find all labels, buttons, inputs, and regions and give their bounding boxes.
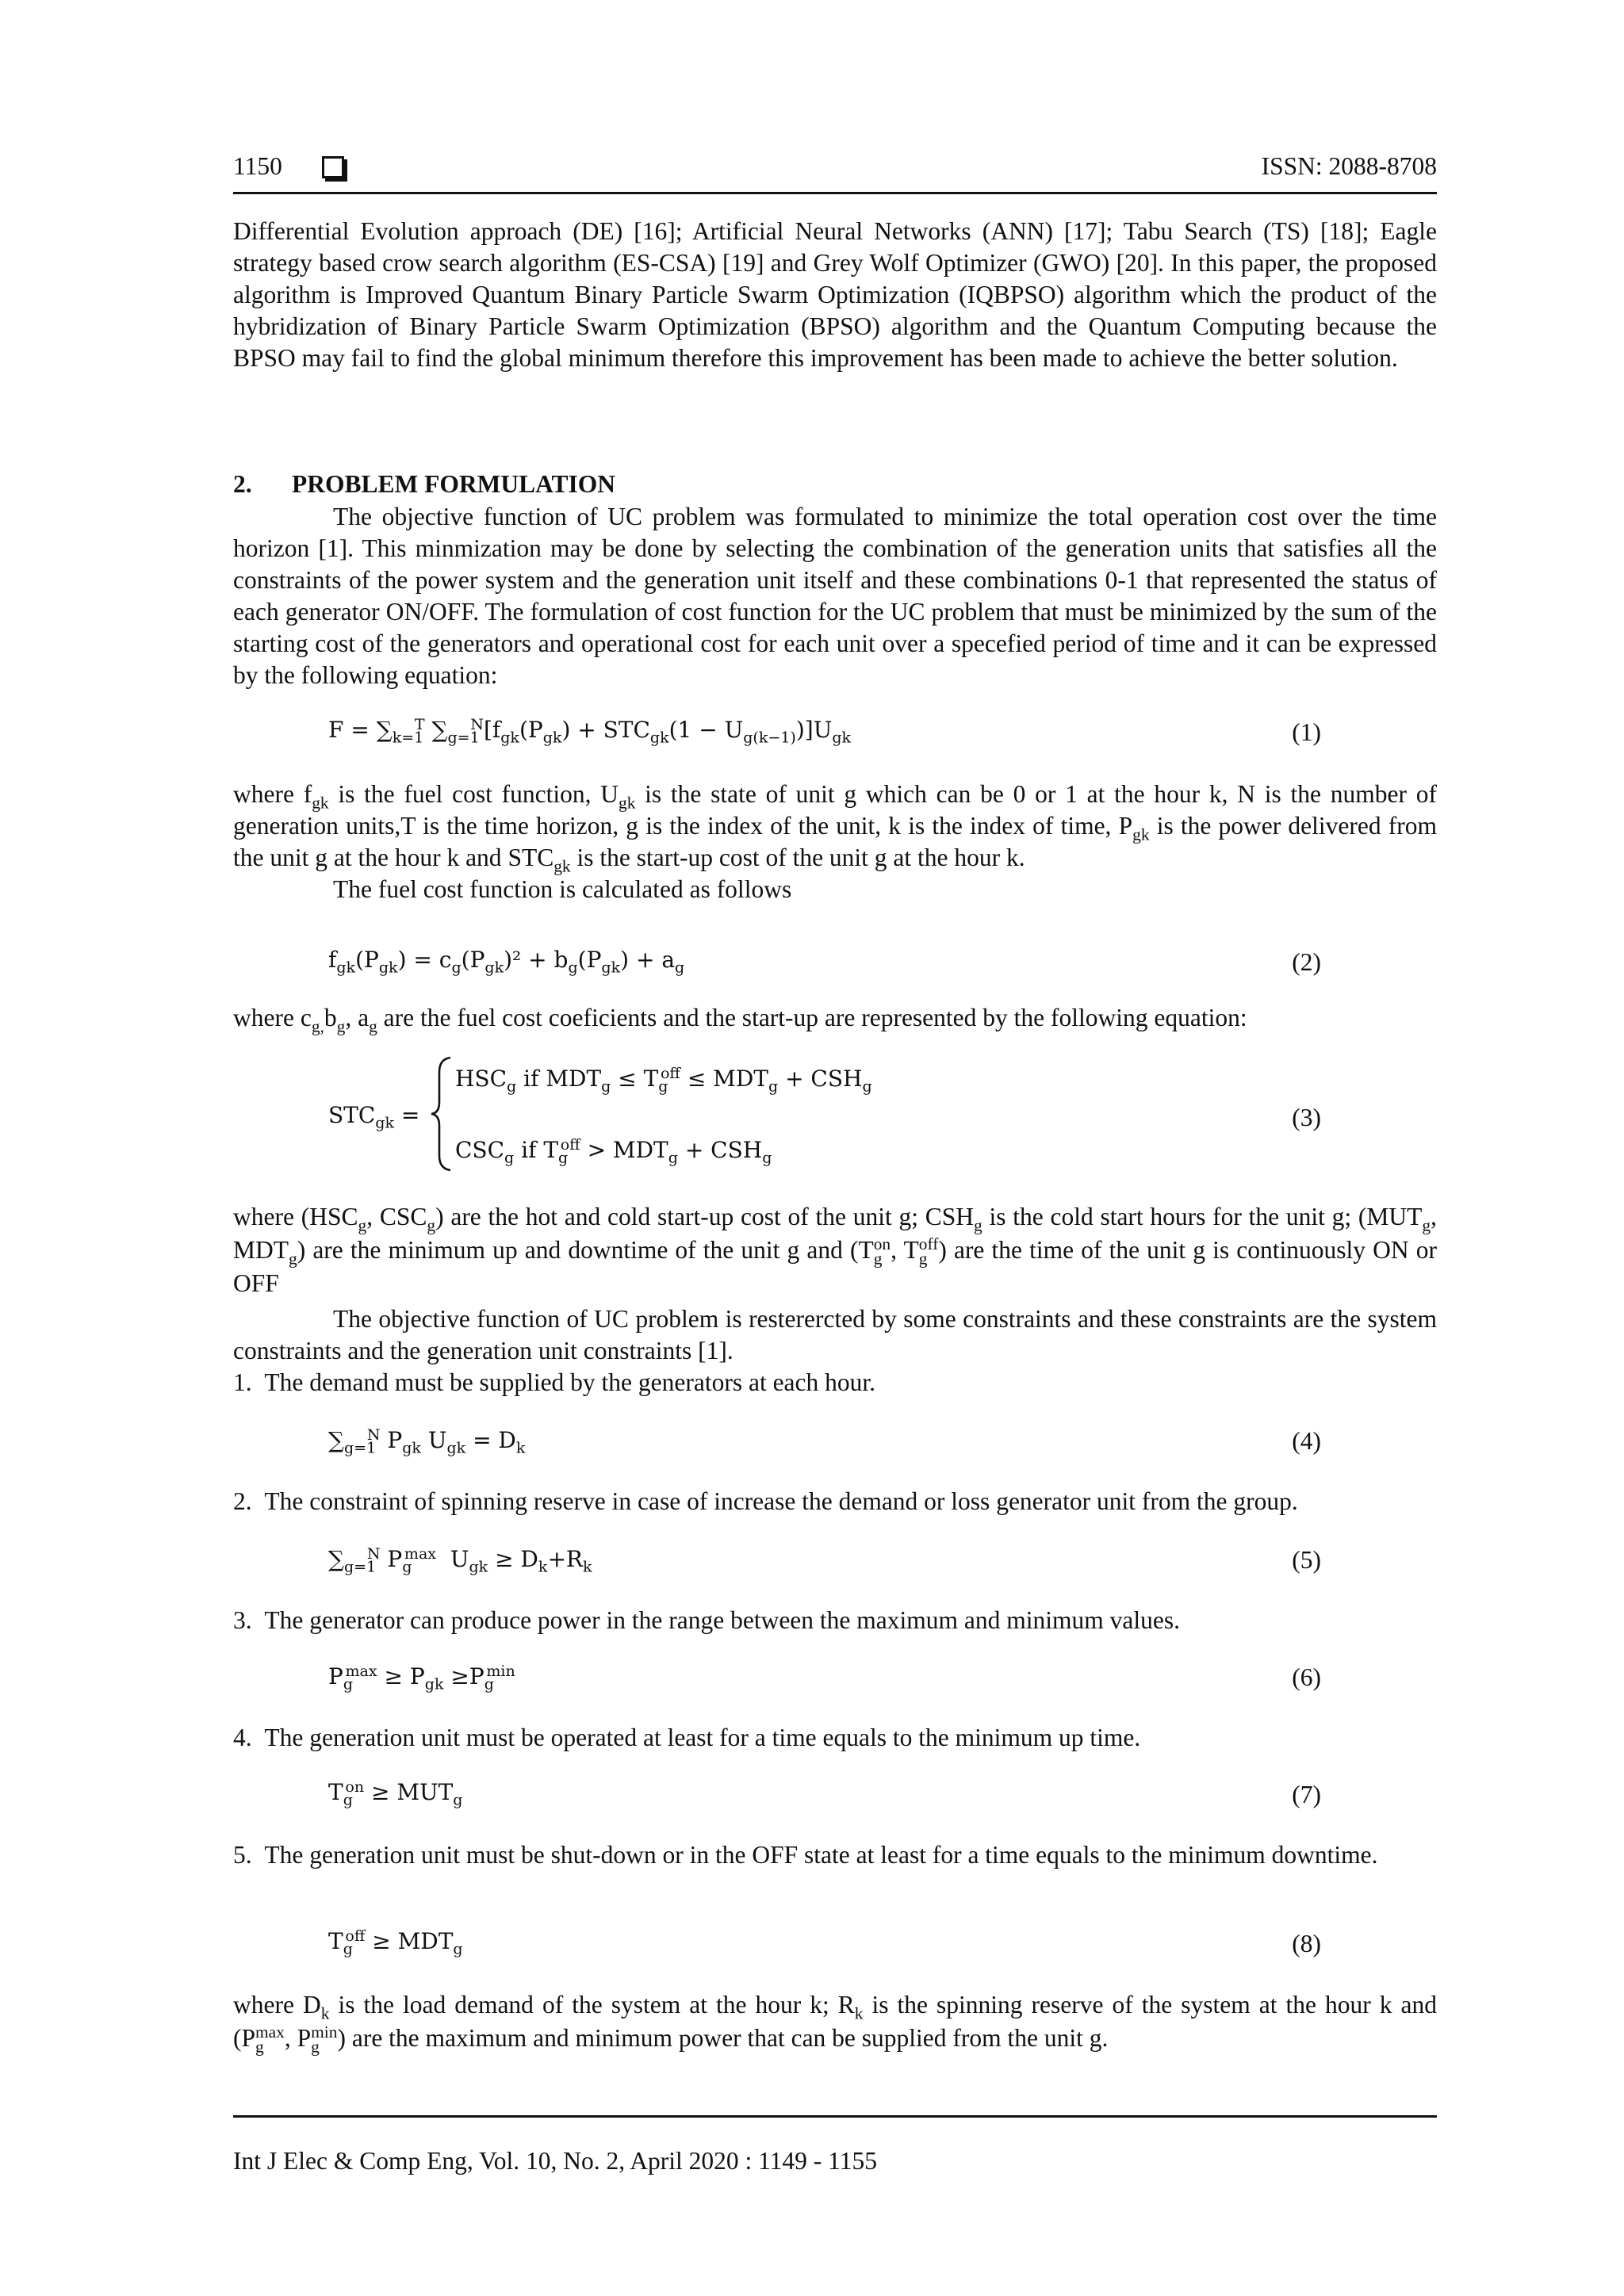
equation-2: $f_{gk}(P_{gk}) = c_g(P_{gk})^2 + b_g(P_{gk}) + a_g$ [328,947,685,977]
equation-number: (1) [1292,718,1321,746]
checkbox-square-icon [322,156,344,178]
list-item: 3. The generator can produce power in the range between the maximum and minimum values. [233,1606,1180,1634]
list-item: 4. The generation unit must be operated at least for a time equals to the minimum up time. [233,1724,1141,1751]
paragraph-constraints: The objective function of UC problem is resterercted by some constraints and these constraints are the system constraints and the generation unit constraints [1]. [233,1305,1437,1364]
section-title: PROBLEM FORMULATION [292,470,616,498]
footer-rule [233,2115,1437,2118]
issn-label: ISSN: 2088-8708 [1261,152,1437,180]
paragraph-definitions-1: where $f_{gk}$ is the fuel cost function, $U_{gk}$ is the state of unit g which can be 0 or 1 at the hour k, N is the number of generation units,T is the time horizon, g is the index of the unit, k is the index of time, $P_{gk}$ is the power delivered from the unit g at the hour k and $STC_{gk}$ is the start-up cost of the unit g at the hour k. [233,780,1438,876]
equation-number: (8) [1292,1930,1321,1957]
equation-number: (6) [1292,1663,1321,1691]
equation-number: (3) [1292,1104,1321,1131]
page-number: 1150 [233,152,282,180]
equation-number: (2) [1292,948,1321,976]
equation-number: (4) [1292,1427,1321,1455]
intro-paragraph: Differential Evolution approach (DE) [16]; Artificial Neural Networks (ANN) [17]; Tabu Search (TS) [18]; Eagle strategy based crow search algorithm (ES-CSA) [19] and Grey Wolf Optimizer (GWO) [20]. In this paper, the proposed algorithm is Improved Quantum Binary Particle Swarm Optimization (IQBPSO) algorithm which the product of the hybridization of Binary Particle Swarm Optimization (BPSO) algorithm and the Quantum Computing because the BPSO may fail to find the global minimum therefore this improvement has been made to achieve the better solution. [233,217,1437,372]
paragraph-definitions-2: where ($HSC_g$, $CSC_g$) are the hot and cold start-up cost of the unit g; $CSH_g$ is the cold start hours for the unit g; ($MUT_g$, $MDT_g$) are the minimum up and downtime of the unit g and ($T_g^{on}$, $T_g^{off}$) are the time of the unit g is continuously ON or OFF [233,1203,1437,1297]
equation-6: $P_g^{max} \ge P_{gk} \ge P_g^{min}$ [328,1662,515,1693]
page-footer: Int J Elec & Comp Eng, Vol. 10, No. 2, April 2020 : 1149 - 1155 [233,2147,877,2175]
equation-8: $T_g^{off} \ge MDT_g$ [328,1927,463,1958]
equation-3: $STC_{gk}$ = $HSC_g$ if $MDT_g \le T_g^{off} \le MDT_g + CSH_g$ $CSC_g$ if $T_g^{off} > MDT_g + CSH_g$ [328,1054,1121,1173]
equation-number: (7) [1292,1781,1321,1808]
paragraph-fuel-cost: The fuel cost function is calculated as follows [333,875,792,903]
list-item: 2. The constraint of spinning reserve in case of increase the demand or loss generator unit from the group. [233,1487,1298,1515]
paragraph-coefficients: where $c_{g,}b_g$, $a_g$ are the fuel cost coeficients and the start-up are represented by the following equation: [233,1004,1247,1036]
equation-7: $T_g^{on} \ge MUT_g$ [328,1777,463,1809]
list-item: 5. The generation unit must be shut-down or in the OFF state at least for a time equals to the minimum downtime. [233,1841,1378,1869]
section-number: 2. [233,470,252,498]
header-rule [233,192,1437,194]
list-item: 1. The demand must be supplied by the generators at each hour. [233,1368,876,1396]
equation-4: $\sum_{g=1}^N$ $P_{gk}$ $U_{gk} = D_k$ [328,1425,526,1457]
equation-1: $F = \sum_{k=1}^T$ $\sum_{g=1}^N[f_{gk}(P_{gk}) + STC_{gk}(1 - U_{g(k-1)})]U_{gk}$ [328,715,852,747]
paragraph-objective: The objective function of UC problem was formulated to minimize the total operation cost over the time horizon [1]. This minmization may be done by selecting the combination of the generation units that satisfies all the constraints of the power system and the generation unit itself and these combinations 0-1 that represented the status of each generator ON/OFF. The formulation of cost function for the UC problem that must be minimized by the sum of the starting cost of the generators and operational cost for each unit over a specefied period of time and it can be expressed by the following equation: [233,503,1437,689]
paragraph-definitions-3: where $D_k$ is the load demand of the system at the hour k; $R_k$ is the spinning reserve of the system at the hour k and ($P_g^{max}$, $P_g^{min}$) are the maximum and minimum power that can be supplied from the unit g. [233,1991,1437,2057]
left-brace-icon [430,1054,454,1173]
equation-5: $\sum_{g=1}^N$ $P_g^{max}$ $U_{gk} \ge D_k+R_k$ [328,1544,592,1576]
equation-number: (5) [1292,1546,1321,1574]
page-header [233,152,1437,192]
section-heading [233,470,615,499]
